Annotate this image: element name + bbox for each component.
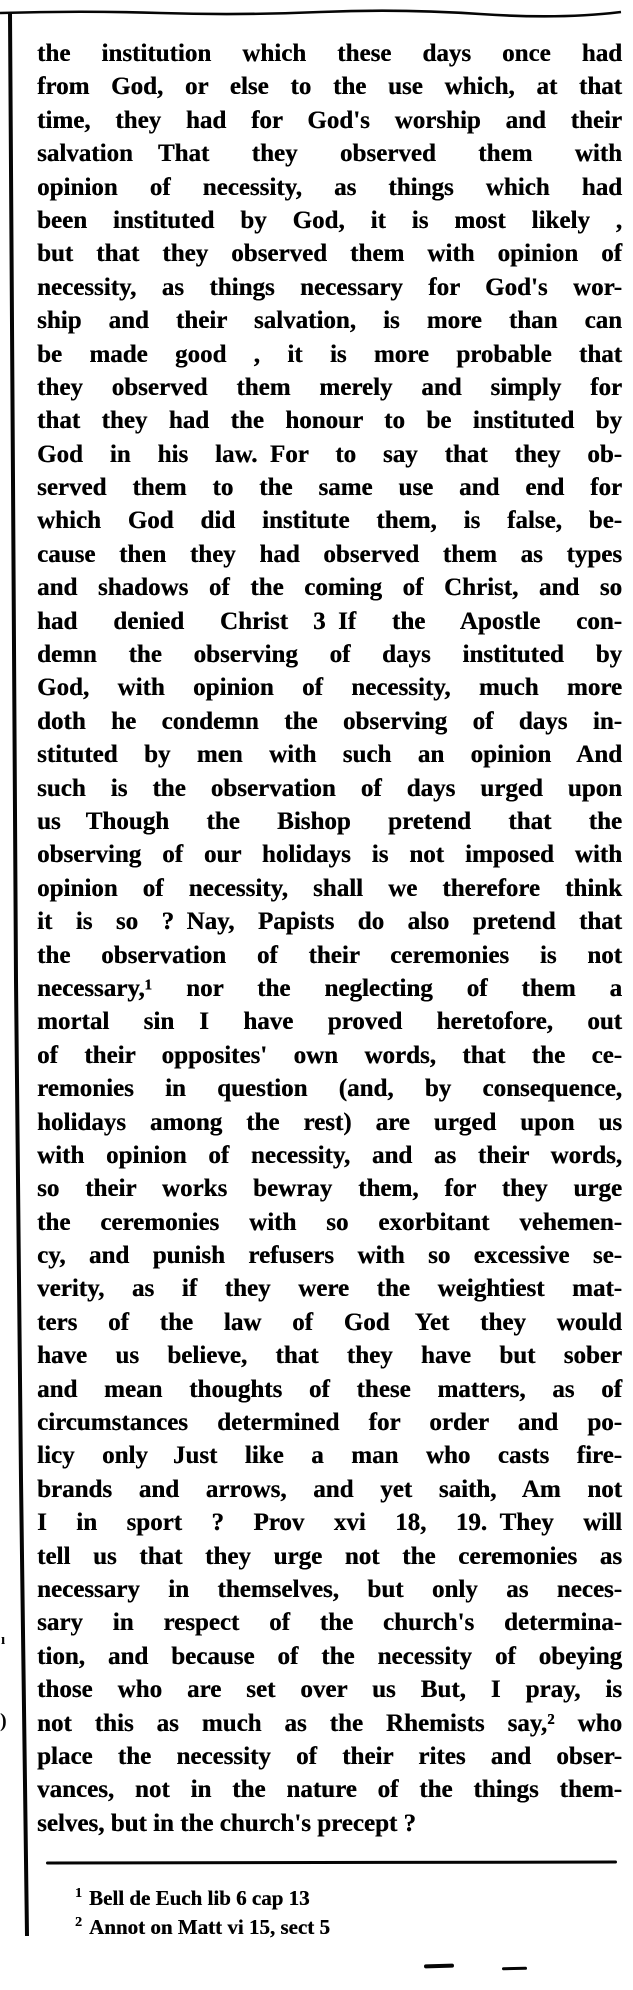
body-line: time, they had for God's worship and their (37, 106, 622, 134)
body-line: holidays among the rest) are urged upon us (37, 1108, 622, 1136)
margin-ink-mark: ) (0, 1710, 7, 1732)
body-line: be made good , it is more probable that (37, 340, 622, 368)
body-line: and mean thoughts of these matters, as of (37, 1375, 622, 1403)
body-line: us Though the Bishop pretend that the (37, 807, 622, 835)
body-line: the institution which these days once had (37, 40, 622, 67)
body-line: necessary,¹ nor the neglecting of them a (37, 974, 622, 1002)
body-line: so their works bewray them, for they urge (37, 1175, 622, 1203)
body-line: vances, not in the nature of the things them- (37, 1776, 622, 1804)
body-line: of their opposites' own words, that the ce- (37, 1041, 622, 1069)
body-line: observing of our holidays is not imposed with (37, 841, 622, 869)
body-line: it is so ? Nay, Papists do also pretend that (37, 908, 622, 936)
footnote (75, 1884, 595, 1913)
ink-smudge-dash (502, 1967, 527, 1970)
body-line: they observed them merely and simply for (37, 373, 622, 401)
footnote-marker: 2 (75, 1914, 82, 1930)
body-line: mortal sin I have proved heretofore, out (37, 1008, 622, 1036)
margin-ink-mark: ı (1, 1632, 6, 1648)
body-line: ters of the law of God Yet they would (37, 1308, 622, 1336)
body-line: been instituted by God, it is most likely , (37, 206, 622, 234)
body-line: necessary in themselves, but only as neces- (37, 1575, 622, 1603)
body-line: necessity, as things necessary for God's wor- (37, 273, 622, 301)
body-line: but that they observed them with opinion of (37, 240, 622, 268)
ink-smudge-dash (424, 1964, 454, 1969)
left-border-rule (10, 13, 27, 1936)
body-line: from God, or else to the use which, at that (37, 73, 622, 101)
body-line: the ceremonies with so exorbitant vehemen- (37, 1208, 622, 1236)
body-line: I in sport ? Prov xvi 18, 19. They will (37, 1509, 622, 1537)
body-line: served them to the same use and end for (37, 474, 622, 502)
body-line: the observation of their ceremonies is not (37, 941, 622, 969)
footnote-divider (46, 1861, 617, 1865)
body-line: ship and their salvation, is more than can (37, 307, 622, 335)
body-line: sary in respect of the church's determina- (37, 1609, 622, 1637)
body-line: verity, as if they were the weightiest mat- (37, 1275, 622, 1303)
body-line: doth he condemn the observing of days in- (37, 707, 622, 735)
body-line: place the necessity of their rites and obser- (37, 1742, 622, 1770)
body-line: that they had the honour to be instituted by (37, 407, 622, 435)
body-text (37, 37, 622, 1840)
body-line: those who are set over us But, I pray, is (37, 1676, 622, 1704)
body-line: stituted by men with such an opinion And (37, 741, 622, 769)
body-line: which God did institute them, is false, be- (37, 507, 622, 535)
body-line: tion, and because of the necessity of obeying (37, 1642, 622, 1670)
body-line: circumstances determined for order and po- (37, 1409, 622, 1437)
body-line: had denied Christ 3 If the Apostle con- (37, 607, 622, 635)
body-line: God, with opinion of necessity, much more (37, 674, 622, 702)
body-line: brands and arrows, and yet saith, Am not (37, 1475, 622, 1503)
body-line: such is the observation of days urged upon (37, 774, 622, 802)
body-line: opinion of necessity, as things which had (37, 173, 622, 201)
footnote (75, 1913, 595, 1942)
body-line: and shadows of the coming of Christ, and so (37, 574, 622, 602)
body-line: cy, and punish refusers with so excessive se- (37, 1242, 622, 1270)
body-line: with opinion of necessity, and as their words, (37, 1141, 622, 1169)
footnotes (75, 1884, 595, 1941)
body-line: tell us that they urge not the ceremonies as (37, 1542, 622, 1570)
footnote-text: Annot on Matt vi 15, sect 5 (89, 1914, 330, 1939)
body-line: demn the observing of days instituted by (37, 641, 622, 669)
body-line: salvation That they observed them with (37, 140, 622, 168)
footnote-text: Bell de Euch lib 6 cap 13 (89, 1886, 310, 1910)
body-line: selves, but in the church's precept ? (37, 1809, 416, 1837)
body-line: have us believe, that they have but sober (37, 1342, 622, 1370)
body-line: God in his law. For to say that they ob- (37, 440, 622, 468)
body-line: cause then they had observed them as types (37, 540, 622, 568)
body-line: remonies in question (and, by consequence, (37, 1075, 622, 1103)
body-line: licy only Just like a man who casts fire- (37, 1442, 622, 1470)
body-line: not this as much as the Rhemists say,² who (37, 1709, 622, 1737)
body-line: opinion of necessity, shall we therefore think (37, 874, 622, 902)
footnote-marker: 1 (75, 1886, 82, 1901)
top-border-rule (0, 11, 621, 17)
